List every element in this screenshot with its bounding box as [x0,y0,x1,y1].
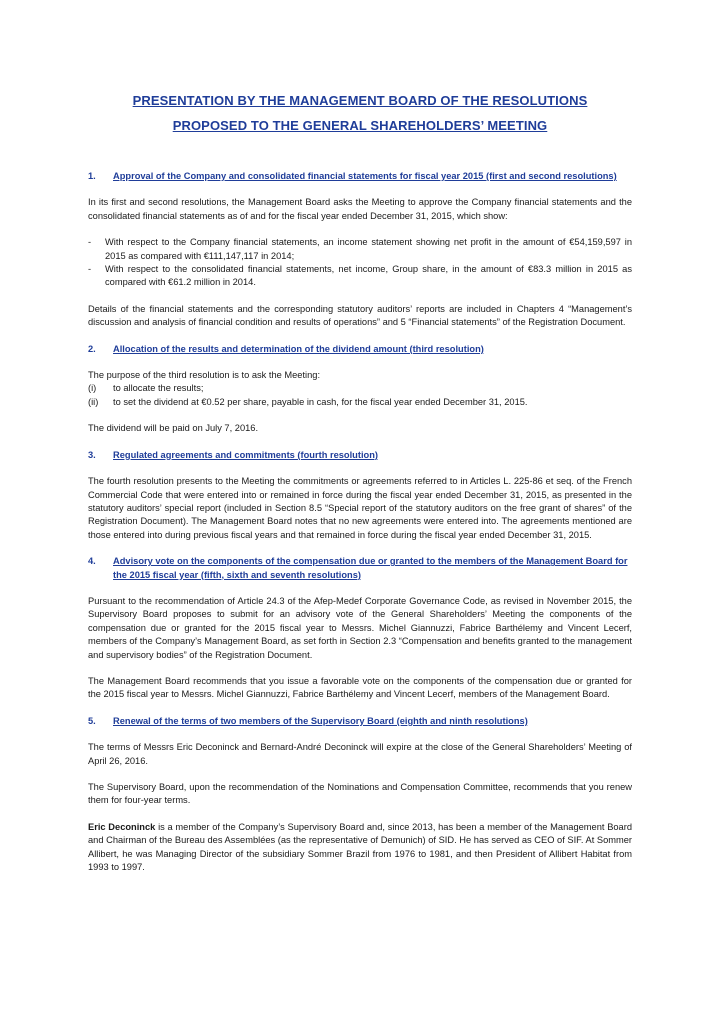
section-1-paragraph-2: Details of the financial statements and the corresponding statutory auditors’ reports are included in Chapters 4 “Management’s discussion and analysis of financial condition and results of operations” and 5 “Financial statements” of the Registration Document. [88,303,632,328]
section-3-paragraph-1: The fourth resolution presents to the Meeting the commitments or agreements referred to in Articles L. 225-86 et seq. of the French Commercial Code that were entered into or remained in force during the fiscal year ended December 31, 2015, as presented in the statutory auditors’ special report (included in Section 8.5 “Special report of the statutory auditors on the free grant of shares” of the Registration Document). The Management Board notes that no new agreements were entered into. The agreements mentioned are those entered into during previous fiscal years and that remained in force during the fiscal year ended December 31, 2015. [88,476,632,540]
section-4-paragraph-2: The Management Board recommends that you issue a favorable vote on the components of the compensation due or granted for the 2015 fiscal year to Messrs. Michel Giannuzzi, Fabrice Barthélemy and Vincent Lecerf, members of the Management Board. [88,675,632,700]
title-line-1: PRESENTATION BY THE MANAGEMENT BOARD OF THE RESOLUTIONS [132,93,588,108]
section-1-bullet-list [88,236,632,290]
section-4-paragraph-1: Pursuant to the recommendation of Article 24.3 of the Afep-Medef Corporate Governance Code, as revised in November 2015, the Supervisory Board proposes to submit for an advisory vote of the General Shareholders’ Meeting the components of the compensation due or granted for the 2015 fiscal year to Messrs. Michel Giannuzzi, Fabrice Barthélemy and Vincent Lecerf, members of the Company’s Management Board, as set forth in Section 2.3 “Compensation and benefits granted to the management and supervisory bodies” of the Registration Document. [88,595,632,660]
list-item [88,236,632,263]
list-marker: (i) [88,383,97,394]
list-item [88,263,632,290]
section-title: Advisory vote on the components of the compensation due or granted to the members of the Management Board for the 2015 fiscal year (fifth, sixth and seventh resolutions) [113,556,628,580]
list-item-text: With respect to the Company financial statements, an income statement showing net profit in the amount of €54,159,597 in 2015 as compared with €111,147,117 in 2014; [105,237,632,261]
section-2-heading [88,343,632,356]
section-2-paragraph-2: The dividend will be paid on July 7, 2016. [88,423,259,434]
section-title: Regulated agreements and commitments (fourth resolution) [113,449,378,460]
section-1-heading [88,170,632,183]
dash-bullet-icon: - [88,237,92,248]
document-title [88,88,632,138]
section-5-heading [88,715,632,728]
section-number: 5. [88,715,96,726]
section-number: 4. [88,556,96,567]
section-1-paragraph-1: In its first and second resolutions, the Management Board asks the Meeting to approve the Company financial statements and the consolidated financial statements as of and for the fiscal year ended December 31, 2015, which show: [88,197,632,221]
section-5-paragraph-2: The Supervisory Board, upon the recommendation of the Nominations and Compensation Committee, recommends that you renew them for four-year terms. [88,782,632,806]
list-item-text: With respect to the consolidated financial statements, net income, Group share, in the amount of €83.3 million in 2015 as compared with €61.2 million in 2014. [105,264,632,288]
list-marker: (ii) [88,396,99,407]
person-name: Eric Deconinck [88,821,156,832]
list-item [88,396,632,409]
section-2-paragraph-1: The purpose of the third resolution is to ask the Meeting: [88,370,321,381]
section-title: Renewal of the terms of two members of the Supervisory Board (eighth and ninth resolutions) [113,715,528,726]
section-title: Approval of the Company and consolidated financial statements for fiscal year 2015 (first and second resolutions) [113,171,617,181]
section-number: 2. [88,343,96,354]
title-line-2: PROPOSED TO THE GENERAL SHAREHOLDERS’ MEETING [172,118,548,133]
list-item-text: to set the dividend at €0.52 per share, payable in cash, for the fiscal year ended December 31, 2015. [113,396,528,407]
section-4-heading [88,555,632,582]
list-item [88,382,632,395]
section-2-roman-list [88,382,632,409]
paragraph-text: is a member of the Company’s Supervisory Board and, since 2013, has been a member of the Management Board and Chairman of the Bureau des Assemblées (as the representative of Demunich) of SID. He has served as CEO of SIF. At Sommer Allibert, he was Managing Director of the subsidiary Sommer Brazil from 1976 to 1981, and then President of Allibert Habitat from 1993 to 1997. [88,821,632,873]
section-5-paragraph-3 [88,821,632,875]
section-number: 1. [88,171,96,181]
list-item-text: to allocate the results; [113,383,204,394]
section-3-heading [88,449,632,462]
section-5-paragraph-1: The terms of Messrs Eric Deconinck and Bernard-André Deconinck will expire at the close of the General Shareholders’ Meeting of April 26, 2016. [88,742,632,766]
section-number: 3. [88,449,96,460]
section-title: Allocation of the results and determination of the dividend amount (third resolution) [113,343,484,354]
dash-bullet-icon: - [88,264,92,275]
